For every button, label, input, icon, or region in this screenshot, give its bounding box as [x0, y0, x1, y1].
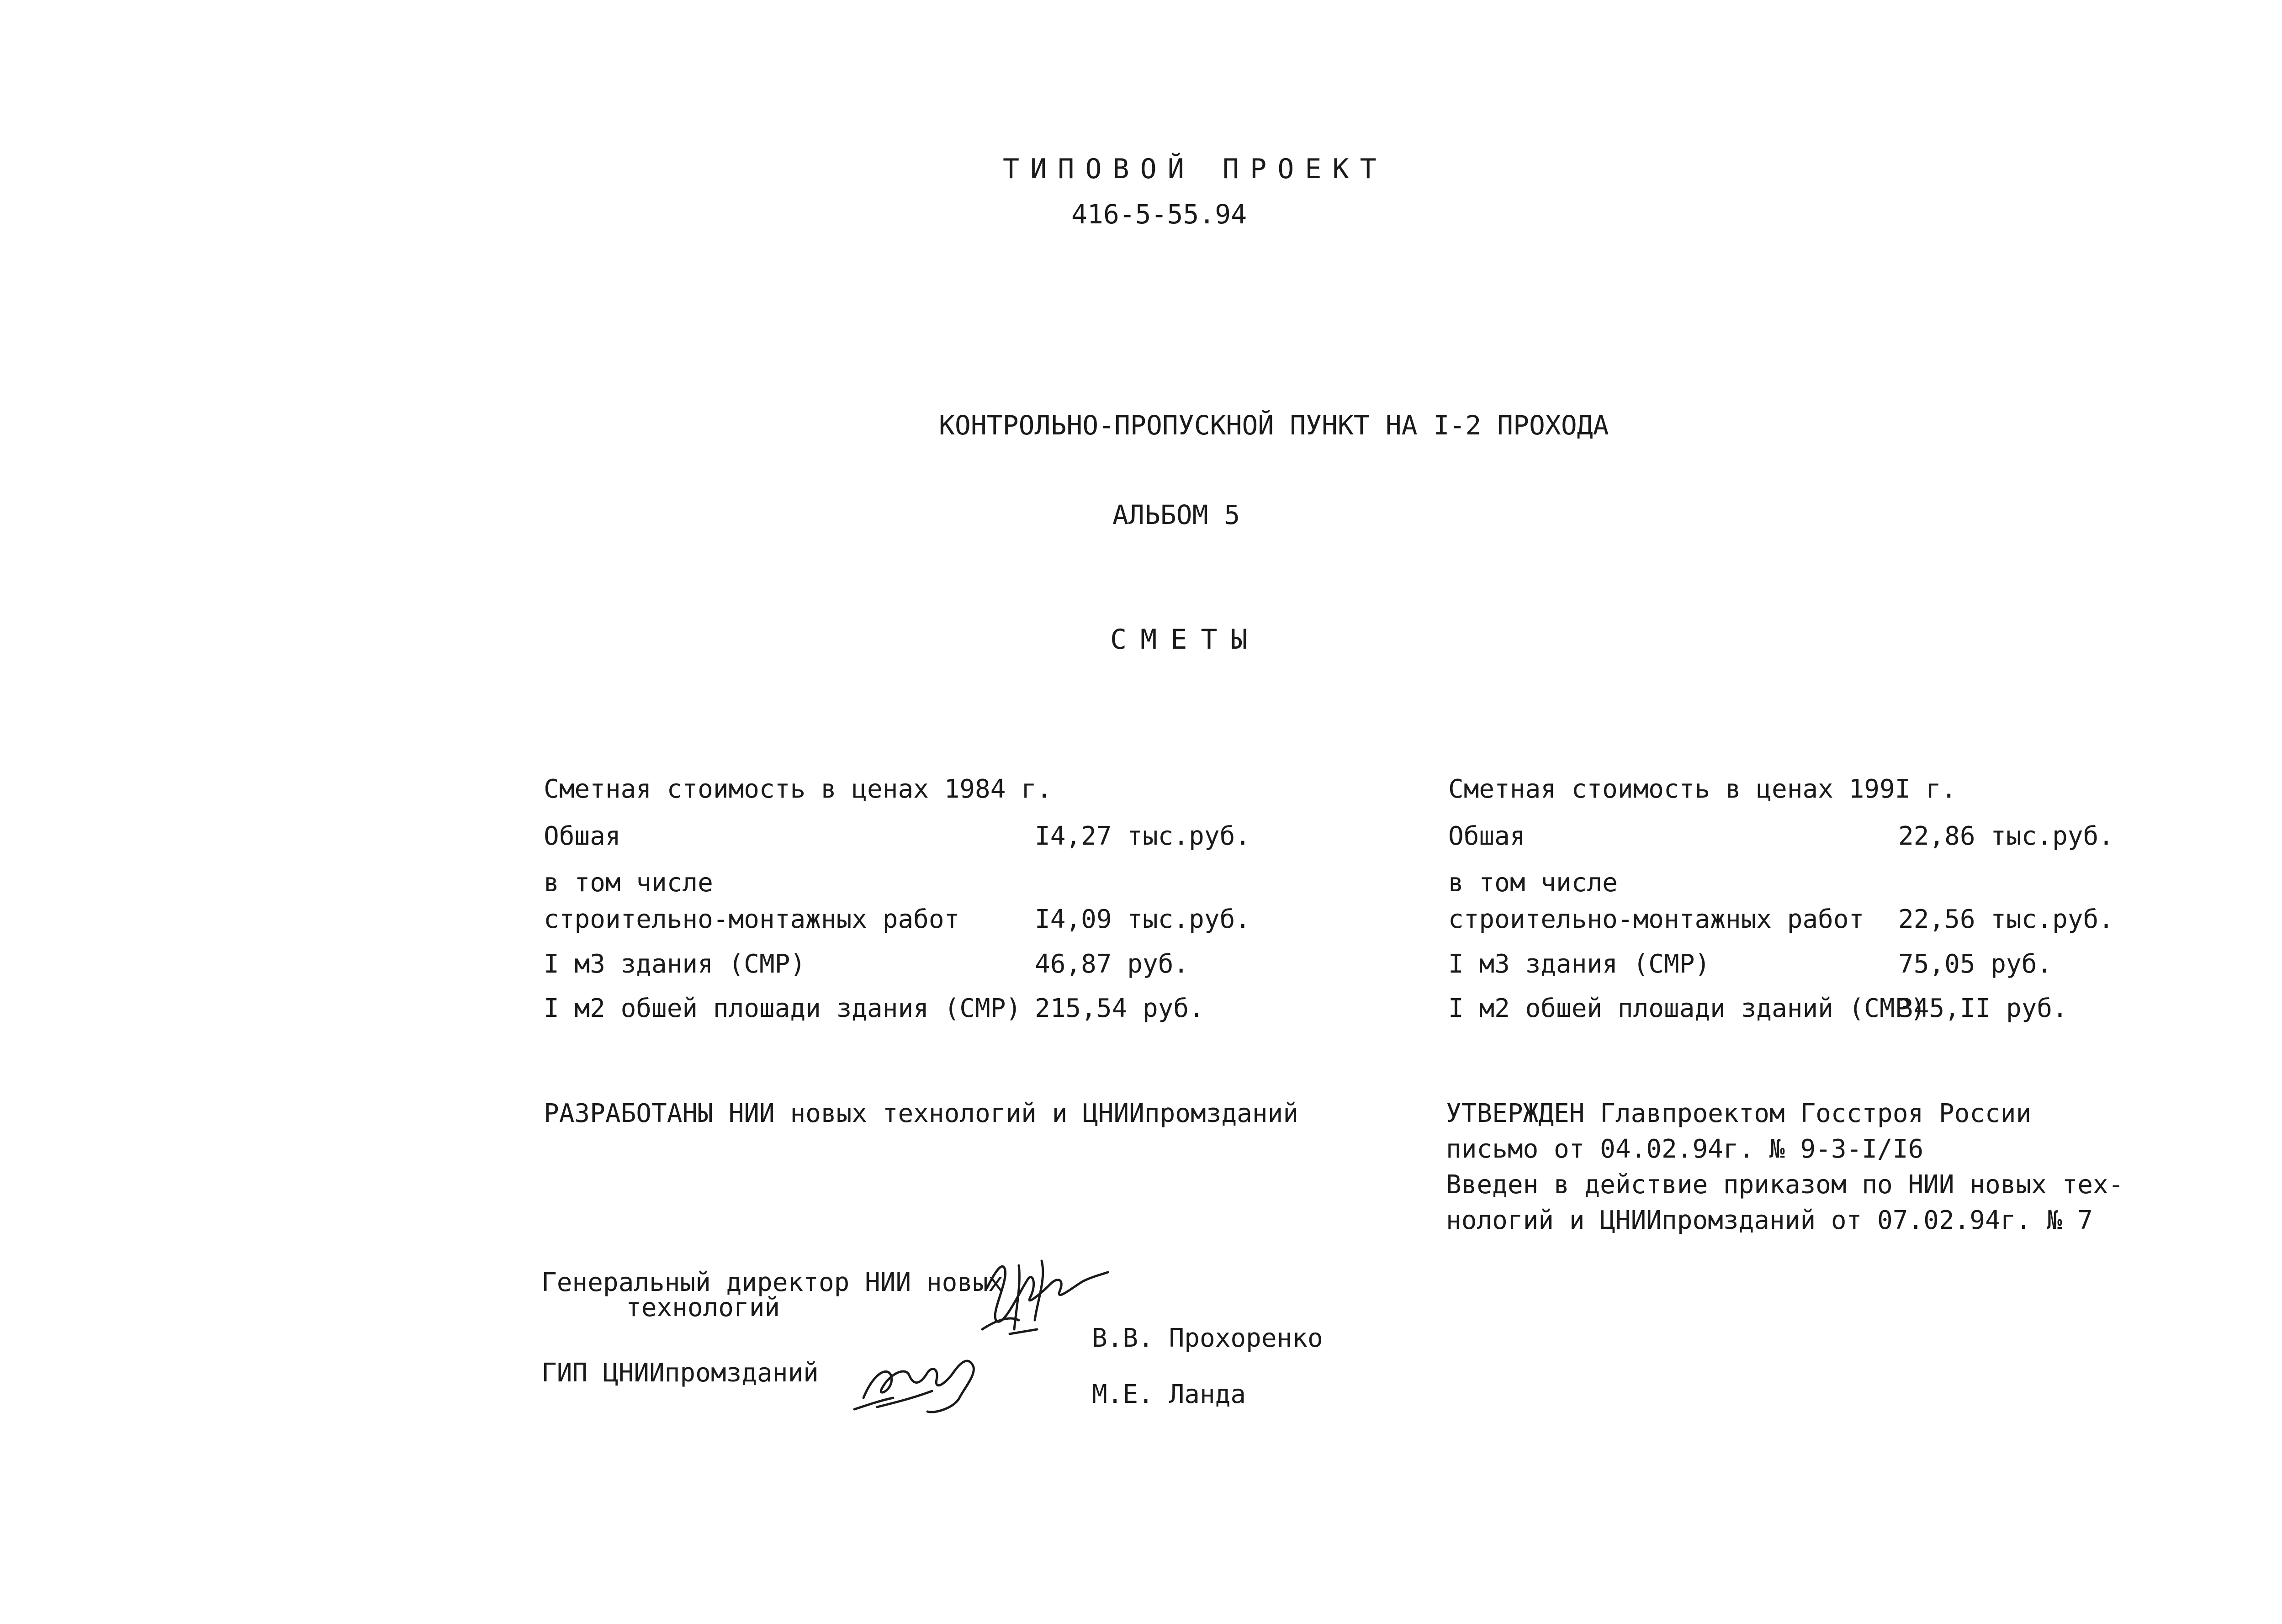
- cost-1991-m3-label: I м3 здания (СМР): [1448, 949, 1710, 979]
- cost-1984-total-label: Обшая: [544, 821, 621, 851]
- cost-1991-smr-label: строительно-монтажных работ: [1448, 905, 1864, 934]
- cost-1984-smr-label: строительно-монтажных работ: [544, 905, 960, 934]
- cost-1991-smr-value: 22,56 тыс.руб.: [1898, 905, 2114, 934]
- gip-title: ГИП ЦНИИпромзданий: [541, 1358, 819, 1388]
- document-title: ТИПОВОЙ ПРОЕКТ: [1003, 153, 1387, 185]
- cost-1984-smr-value: I4,09 тыс.руб.: [1035, 905, 1251, 934]
- project-number: 416-5-55.94: [1071, 199, 1247, 230]
- director-title-line-2: технологий: [626, 1293, 780, 1322]
- approval-line-1: УТВЕРЖДЕН Главпроектом Госстроя России: [1446, 1099, 2032, 1128]
- developed-by: РАЗРАБОТАНЫ НИИ новых технологий и ЦНИИпромзданий: [544, 1099, 1299, 1128]
- director-title-line-1: Генеральный директор НИИ новых: [541, 1268, 1004, 1297]
- approval-line-2: письмо от 04.02.94г. № 9-3-I/I6: [1446, 1134, 1924, 1164]
- cost-1984-incl-label: в том числе: [544, 868, 713, 898]
- director-name: В.В. Прохоренко: [1092, 1323, 1323, 1353]
- project-subject: КОНТРОЛЬНО-ПРОПУСКНОЙ ПУНКТ НА I-2 ПРОХОДА: [939, 410, 1609, 441]
- cost-1984-total-value: I4,27 тыс.руб.: [1035, 821, 1251, 851]
- approval-line-4: нологий и ЦНИИпромзданий от 07.02.94г. № 7: [1446, 1206, 2093, 1235]
- cost-1984-m3-label: I м3 здания (СМР): [544, 949, 806, 979]
- cost-1991-total-value: 22,86 тыс.руб.: [1898, 821, 2114, 851]
- approval-line-3: Введен в действие приказом по НИИ новых тех-: [1446, 1170, 2124, 1200]
- cost-1991-incl-label: в том числе: [1448, 868, 1618, 898]
- cost-1984-m2-label: I м2 обшей плошади здания (СМР): [544, 994, 1022, 1023]
- cost-1991-m2-value: 345,II руб.: [1898, 994, 2068, 1023]
- handwritten-signatures: [845, 1252, 1119, 1425]
- cost-1984-heading: Сметная стоимость в ценах 1984 г.: [544, 774, 1052, 804]
- cost-1984-m2-value: 215,54 руб.: [1035, 994, 1204, 1023]
- cost-1991-m2-label: I м2 обшей плошади зданий (СМР): [1448, 994, 1926, 1023]
- album-label: АЛЬБОМ 5: [1112, 499, 1240, 530]
- section-title: СМЕТЫ: [1110, 624, 1261, 656]
- cost-1984-m3-value: 46,87 руб.: [1035, 949, 1189, 979]
- cost-1991-m3-value: 75,05 руб.: [1898, 949, 2053, 979]
- cost-1991-total-label: Обшая: [1448, 821, 1525, 851]
- gip-name: М.Е. Ланда: [1092, 1380, 1246, 1409]
- cost-1991-heading: Сметная стоимость в ценах 199I г.: [1448, 774, 1957, 804]
